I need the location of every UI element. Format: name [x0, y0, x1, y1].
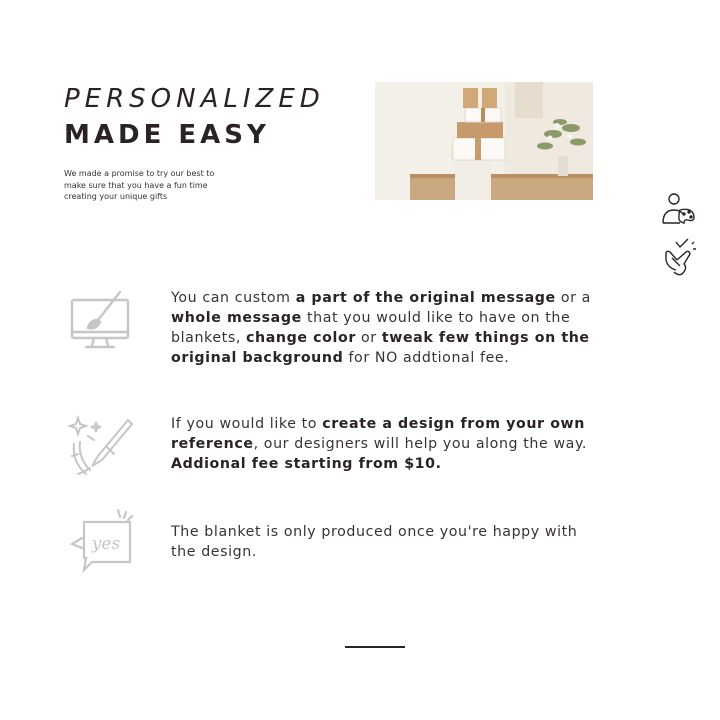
page-subtitle — [64, 168, 254, 203]
bubble-text: yes — [91, 534, 121, 554]
subtitle-line: creating your unique gifts — [64, 192, 168, 201]
user-palette-icon[interactable] — [660, 190, 696, 230]
feature-text-bold: Addional fee starting from $10. — [171, 456, 442, 472]
feature-text — [171, 522, 591, 562]
feature-text-segment: that you would like to have on the blankets, — [171, 310, 571, 346]
feature-text-bold: whole message — [171, 310, 302, 326]
feature-text-bold: create a design from your own reference — [171, 416, 585, 452]
feature-text-segment: for NO addtional fee. — [343, 350, 510, 366]
page-title-line2: MADE EASY — [64, 120, 270, 150]
feature-text-segment: or a — [555, 290, 591, 306]
feature-text-segment: You can custom — [171, 290, 296, 306]
pen-sparkle-icon — [68, 414, 134, 484]
subtitle-line: We made a promise to try our best to — [64, 169, 215, 178]
section-divider — [345, 646, 405, 648]
yes-speech-bubble-icon — [68, 508, 140, 582]
feature-text-segment: or — [355, 330, 382, 346]
feature-text-bold: a part of the original message — [295, 290, 556, 306]
monitor-paintbrush-icon — [68, 290, 134, 356]
page-title-line1: PERSONALIZED — [64, 84, 325, 114]
subtitle-line: make sure that you have a fun time — [64, 180, 208, 190]
feature-text-segment: The blanket is only produced once you're happy with the design. — [171, 524, 578, 560]
feature-text — [171, 414, 591, 474]
feature-text-bold: change color — [246, 330, 356, 346]
feature-text-segment: , our designers will help you along the way. — [253, 436, 588, 452]
feature-text-bold: tweak few things on the original background — [171, 330, 590, 366]
feature-text — [171, 288, 591, 368]
hand-snap-check-icon[interactable] — [662, 238, 696, 282]
feature-text-segment: If you would like to — [171, 416, 323, 432]
gift-boxes-photo — [375, 82, 593, 200]
